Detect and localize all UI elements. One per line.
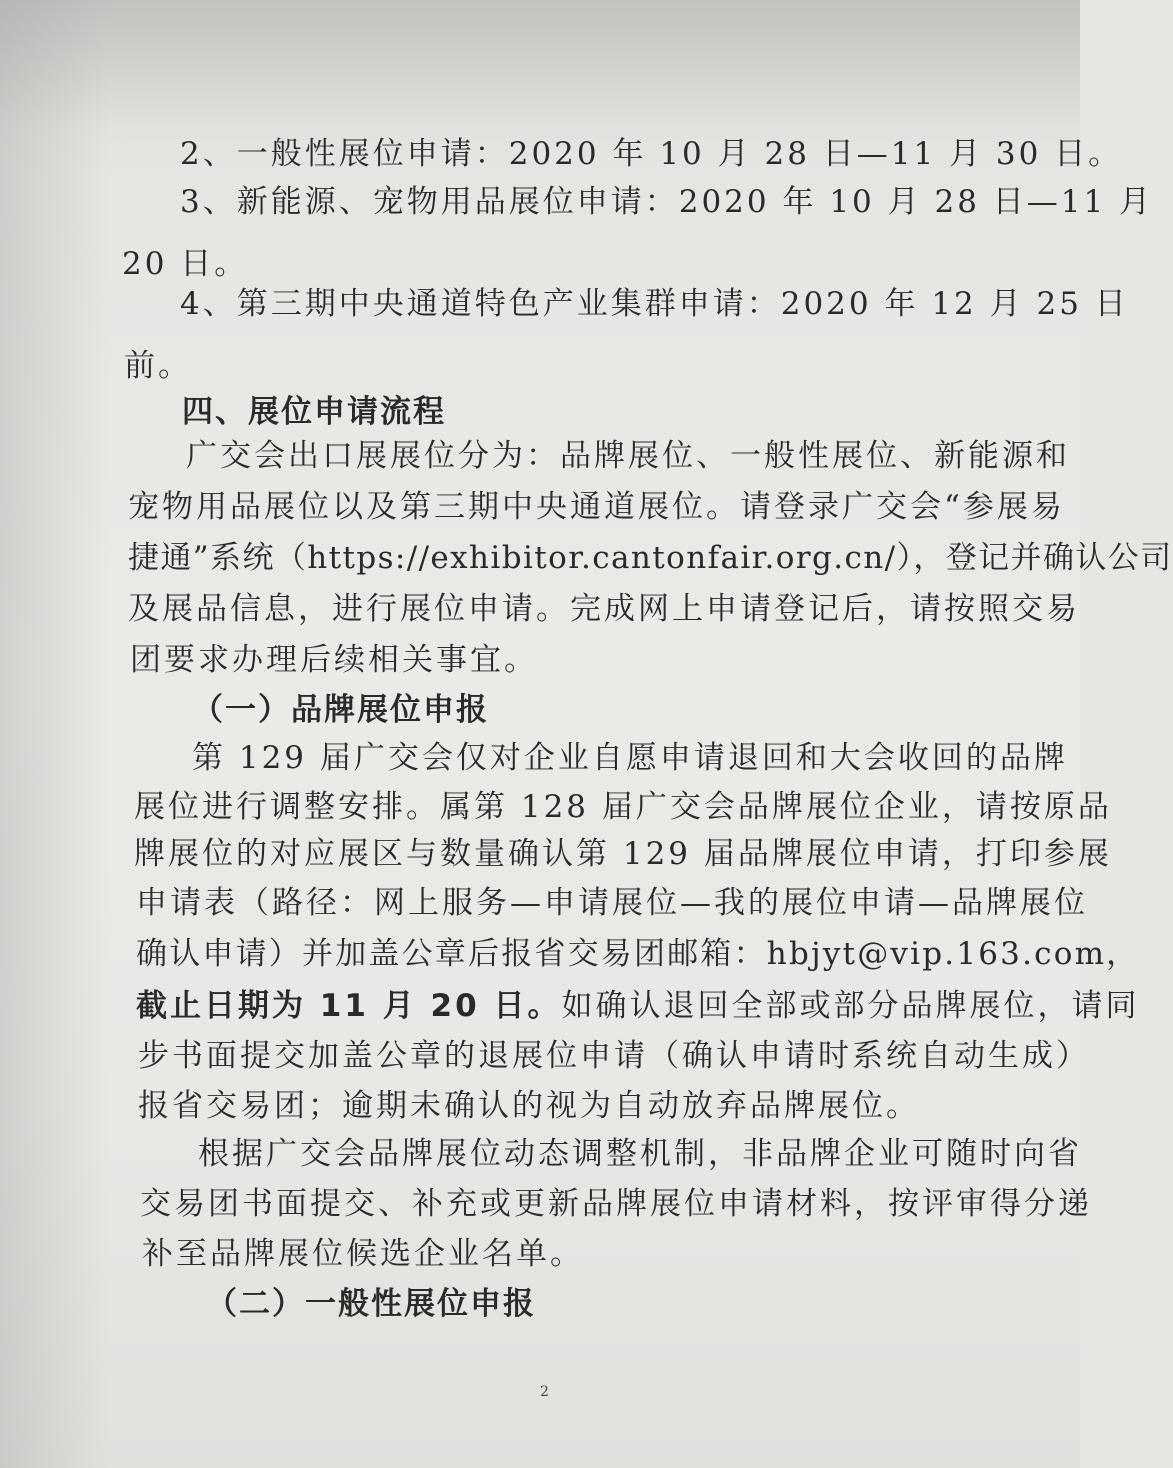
paragraph-line-with-email: 确认申请）并加盖公章后报省交易团邮箱：hbjyt@vip.163.com，	[136, 936, 1140, 972]
paragraph-line: 补至品牌展位候选企业名单。	[142, 1236, 584, 1272]
subsection-heading-brand-booth: （一）品牌展位申报	[192, 692, 489, 728]
line-central-channel-date-cont: 前。	[124, 348, 192, 384]
section-heading-booth-process: 四、展位申请流程	[182, 394, 446, 430]
paragraph-line: 第 129 届广交会仅对企业自愿申请退回和大会收回的品牌	[192, 740, 1068, 776]
paragraph-line-with-url: 捷通”系统（https://exhibitor.cantonfair.org.cn/），登记并确认公司	[128, 540, 1173, 576]
paragraph-line: 根据广交会品牌展位动态调整机制，非品牌企业可随时向省	[198, 1136, 1082, 1172]
deadline-rest-text: 如确认退回全部或部分品牌展位，请同	[561, 988, 1140, 1024]
paragraph-line: 宠物用品展位以及第三期中央通道展位。请登录广交会“参展易	[128, 489, 1065, 525]
photo-shadow-left	[0, 0, 110, 1468]
paragraph-line: 展位进行调整安排。属第 128 届广交会品牌展位企业，请按原品	[134, 789, 1112, 825]
paragraph-line-deadline	[136, 986, 1139, 1026]
paragraph-line: 交易团书面提交、补充或更新品牌展位申请材料，按评审得分递	[140, 1186, 1092, 1222]
photo-shadow-top	[0, 0, 1080, 130]
paragraph-line: 牌展位的对应展区与数量确认第 129 届品牌展位申请，打印参展	[134, 836, 1112, 872]
paragraph-line: 报省交易团；逾期未确认的视为自动放弃品牌展位。	[138, 1088, 920, 1124]
line-central-channel-date: 4、第三期中央通道特色产业集群申请：2020 年 12 月 25 日	[180, 286, 1129, 322]
paragraph-line: 步书面提交加盖公章的退展位申请（确认申请时系统自动生成）	[138, 1038, 1090, 1074]
line-new-energy-pet-date-cont: 20 日。	[122, 246, 249, 282]
subsection-heading-general-booth: （二）一般性展位申报	[206, 1286, 536, 1322]
deadline-bold-text: 截止日期为 11 月 20 日。	[136, 988, 562, 1024]
paragraph-line: 及展品信息，进行展位申请。完成网上申请登记后，请按照交易	[128, 591, 1080, 627]
paragraph-line: 申请表（路径：网上服务—申请展位—我的展位申请—品牌展位	[136, 885, 1088, 921]
line-general-booth-date: 2、一般性展位申请：2020 年 10 月 28 日—11 月 30 日。	[180, 136, 1123, 172]
paragraph-line: 广交会出口展展位分为：品牌展位、一般性展位、新能源和	[186, 438, 1070, 474]
paragraph-line: 团要求办理后续相关事宜。	[130, 642, 538, 678]
line-new-energy-pet-date: 3、新能源、宠物用品展位申请：2020 年 10 月 28 日—11 月	[180, 184, 1154, 220]
page-number: 2	[540, 1384, 549, 1400]
